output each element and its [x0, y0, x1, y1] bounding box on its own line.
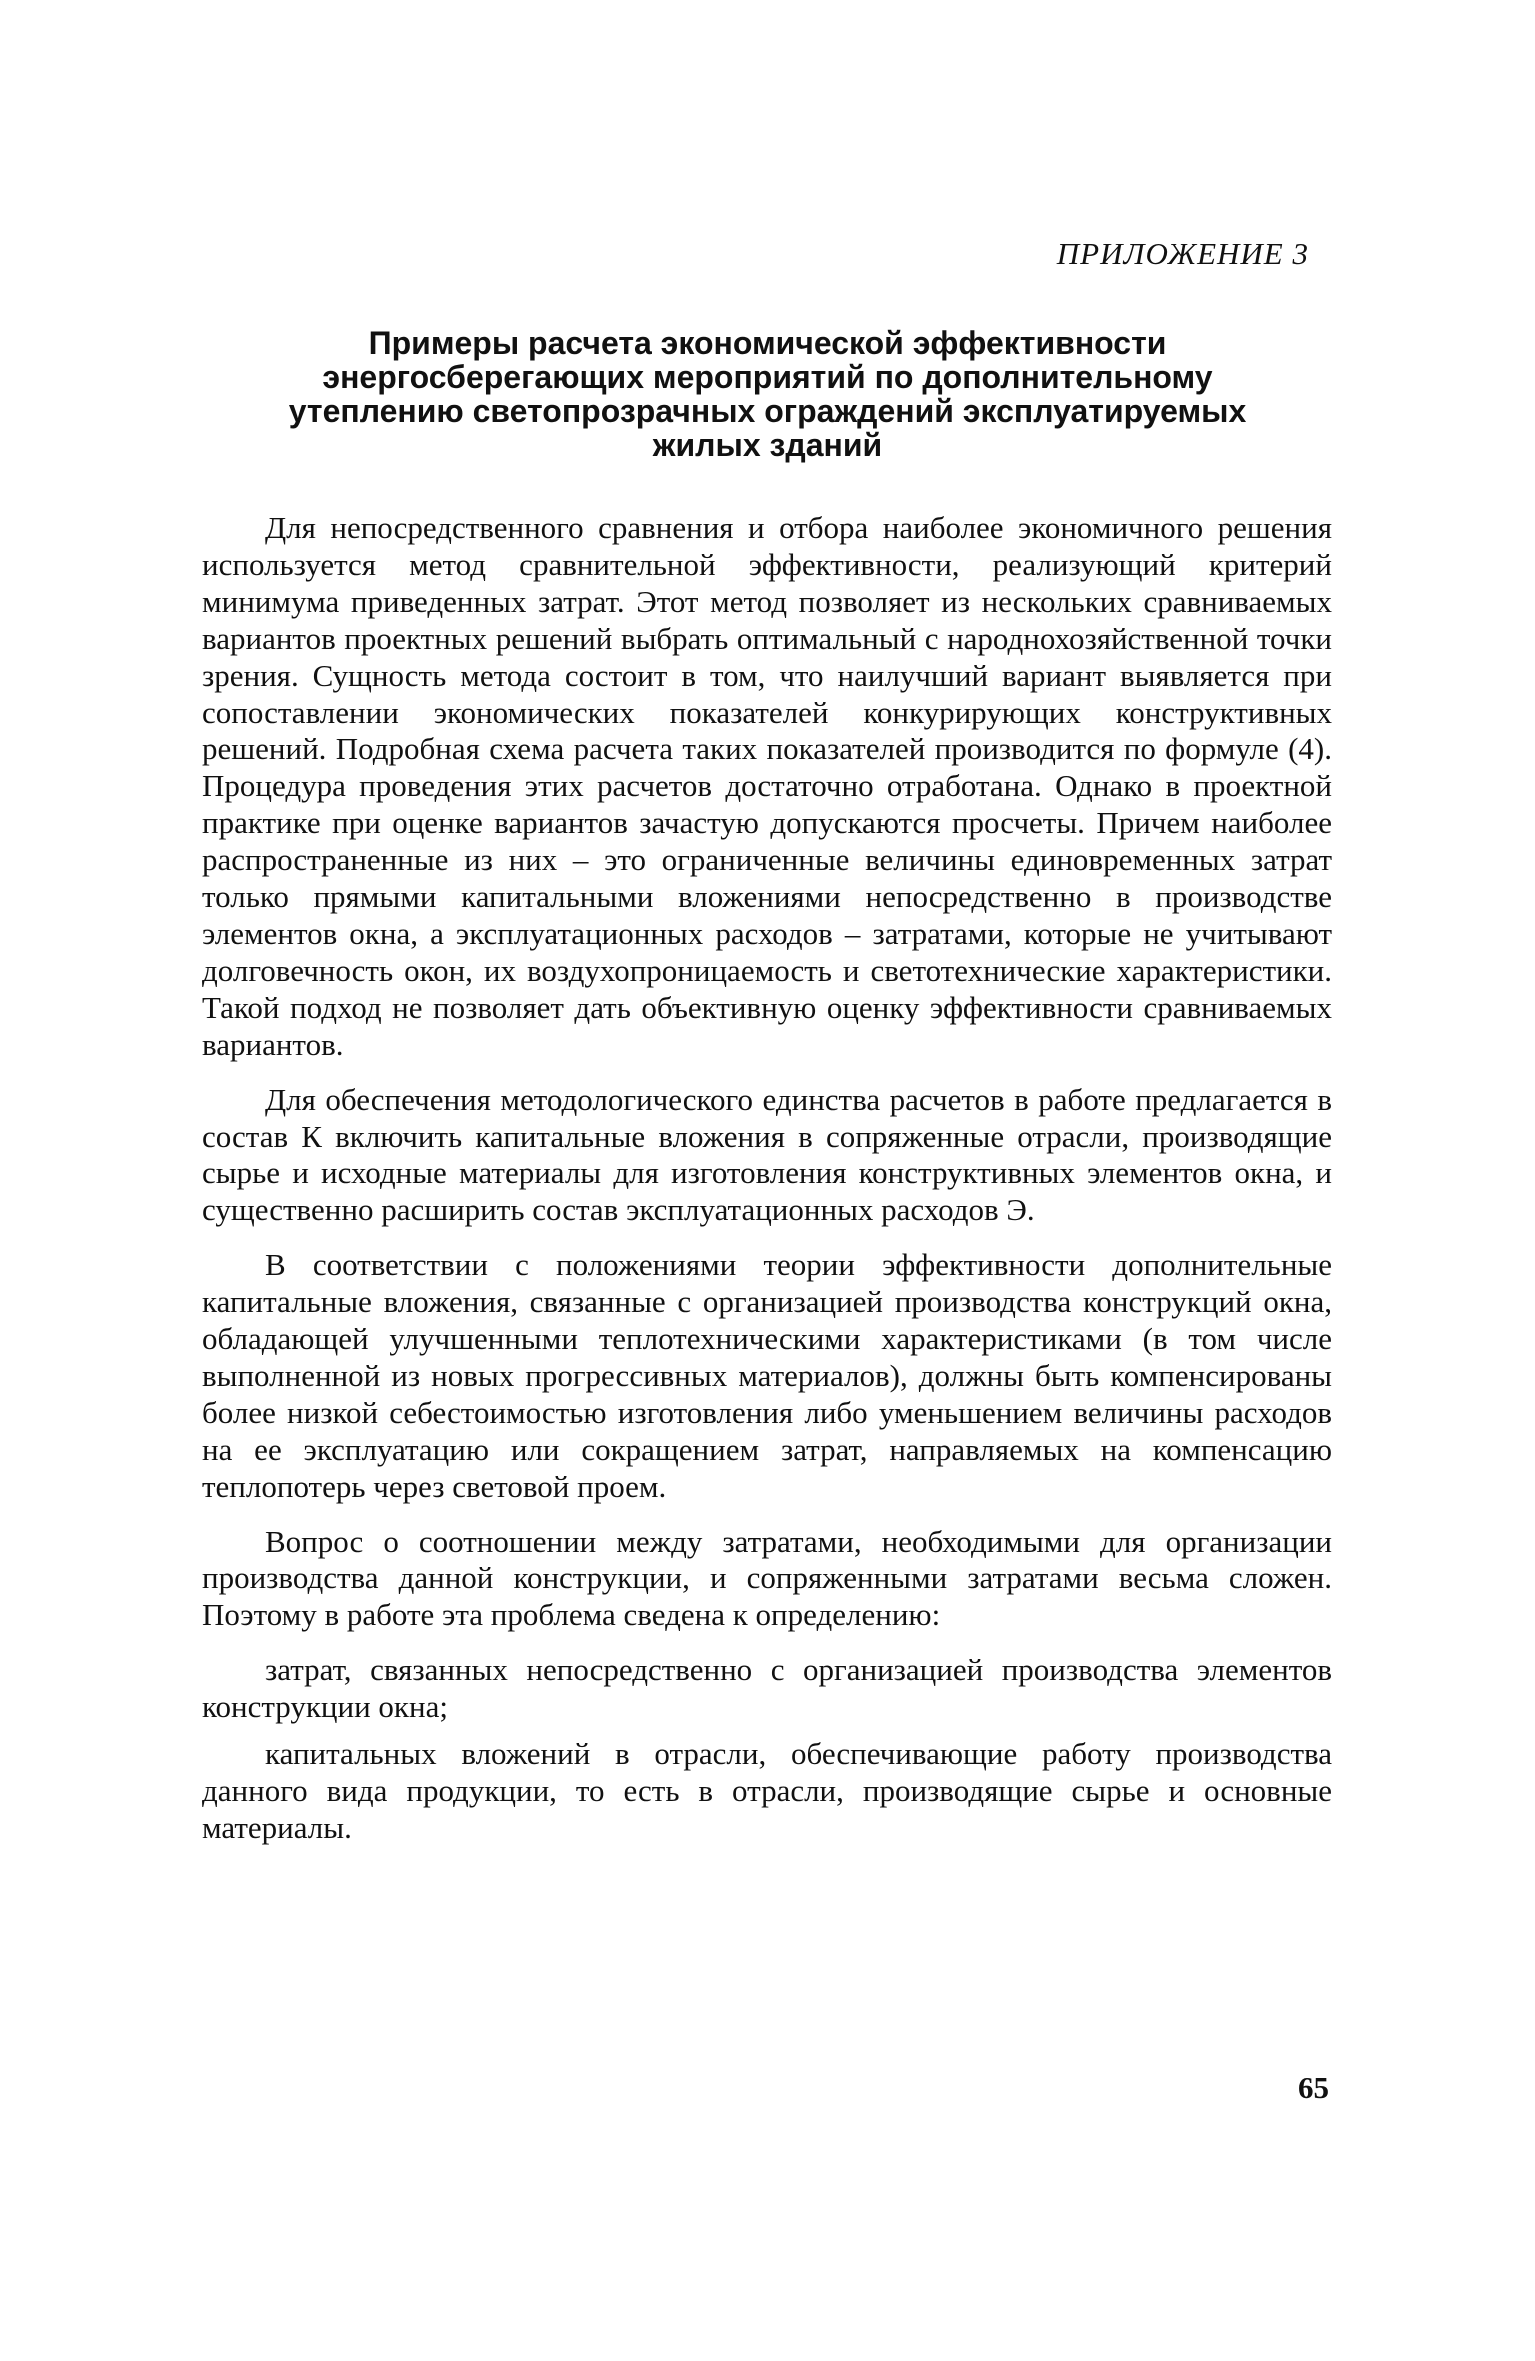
- title-line: Примеры расчета экономической эффективности: [368, 325, 1167, 361]
- list-item-paragraph: капитальных вложений в отрасли, обеспечивающие работу производства данного вида продукции, то есть в отрасли, производящие сырье и основные материалы.: [202, 1736, 1332, 1845]
- document-title: [200, 326, 1335, 462]
- appendix-label: ПРИЛОЖЕНИЕ 3: [1056, 236, 1309, 271]
- paragraph: В соответствии с положениями теории эффективности дополнительные капитальные вложения, связанные с организацией производства конструкций окна, обладающей улучшенными теплотехническими характеристиками (в том числе выполненной из новых прогрессивных материалов), должны быть компенсированы более низкой себестоимостью изготовления либо уменьшением величины расходов на ее эксплуатацию или сокращением затрат, направляемых на компенсацию теплопотерь через световой проем.: [202, 1247, 1332, 1504]
- list-item-paragraph: затрат, связанных непосредственно с организацией производства элементов конструкции окна;: [202, 1652, 1332, 1725]
- paragraph: Вопрос о соотношении между затратами, необходимыми для организации производства данной конструкции, и сопряженными затратами весьма сложен. Поэтому в работе эта проблема сведена к определению:: [202, 1523, 1332, 1633]
- page-number: 65: [1298, 2070, 1329, 2105]
- title-line: жилых зданий: [652, 427, 883, 463]
- paragraph: Для обеспечения методологического единства расчетов в работе предлагается в состав К включить капитальные вложения в сопряженные отрасли, производящие сырье и исходные материалы для изготовления конструктивных элементов окна, и существенно расширить состав эксплуатационных расходов Э.: [202, 1081, 1332, 1228]
- document-body: [202, 510, 1332, 1865]
- paragraph: Для непосредственного сравнения и отбора наиболее экономичного решения используется метод сравнительной эффективности, реализующий критерий минимума приведенных затрат. Этот метод позволяет из нескольких сравниваемых вариантов проектных решений выбрать оптимальный с народнохозяйственной точки зрения. Сущность метода состоит в том, что наилучший вариант выявляется при сопоставлении экономических показателей конкурирующих конструктивных решений. Подробная схема расчета таких показателей производится по формуле (4). Процедура проведения этих расчетов достаточно отработана. Однако в проектной практике при оценке вариантов зачастую допускаются просчеты. Причем наиболее распространенные из них – это ограниченные величины единовременных затрат только прямыми капитальными вложениями непосредственно в производстве элементов окна, а эксплуатационных расходов – затратами, которые не учитывают долговечность окон, их воздухопроницаемость и светотехнические характеристики. Такой подход не позволяет дать объективную оценку эффективности сравниваемых вариантов.: [202, 510, 1332, 1062]
- title-line: утеплению светопрозрачных ограждений эксплуатируемых: [288, 393, 1247, 429]
- title-line: энергосберегающих мероприятий по дополнительному: [322, 359, 1213, 395]
